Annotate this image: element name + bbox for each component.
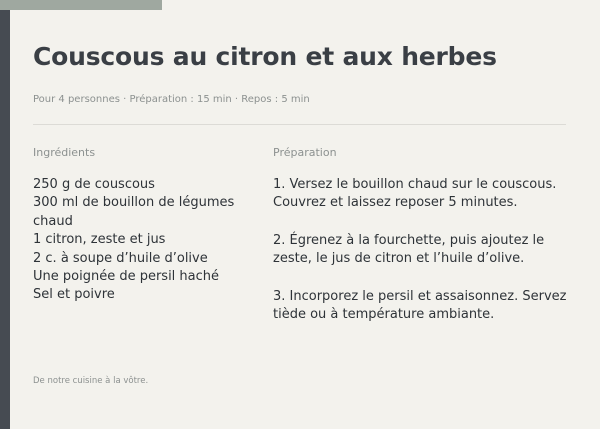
preparation-heading: Préparation [273,146,337,159]
preparation-step: 1. Versez le bouillon chaud sur le couscous. Couvrez et laissez reposer 5 minutes. [273,177,557,211]
recipe-meta: Pour 4 personnes · Préparation : 15 min · Repos : 5 min [33,94,310,105]
ingredient-item: 250 g de couscous [33,177,155,192]
footer-tagline: De notre cuisine à la vôtre. [33,376,149,386]
ingredient-item: Une poignée de persil haché [33,269,220,285]
preparation-step: 3. Incorporez le persil et assaisonnez. Servez tiède ou à température ambiante. [273,288,567,323]
recipe-card [33,40,567,386]
ingredients-list [33,176,243,305]
ingredient-item: Sel et poivre [33,287,115,303]
ingredient-item: 2 c. à soupe d’huile d’olive [33,250,208,266]
divider [33,124,566,125]
top-accent-bar [0,0,162,10]
ingredient-item: 1 citron, zeste et jus [33,232,166,248]
ingredient-item: 300 ml de bouillon de légumes chaud [33,195,235,229]
recipe-title: Couscous au citron et aux herbes [33,42,497,71]
left-accent-band [0,0,10,429]
preparation-step: 2. Égrenez à la fourchette, puis ajoutez le zeste, le jus de citron et l’huile d’olive. [273,232,545,267]
ingredients-heading: Ingrédients [33,146,96,159]
preparation-steps [273,176,573,343]
